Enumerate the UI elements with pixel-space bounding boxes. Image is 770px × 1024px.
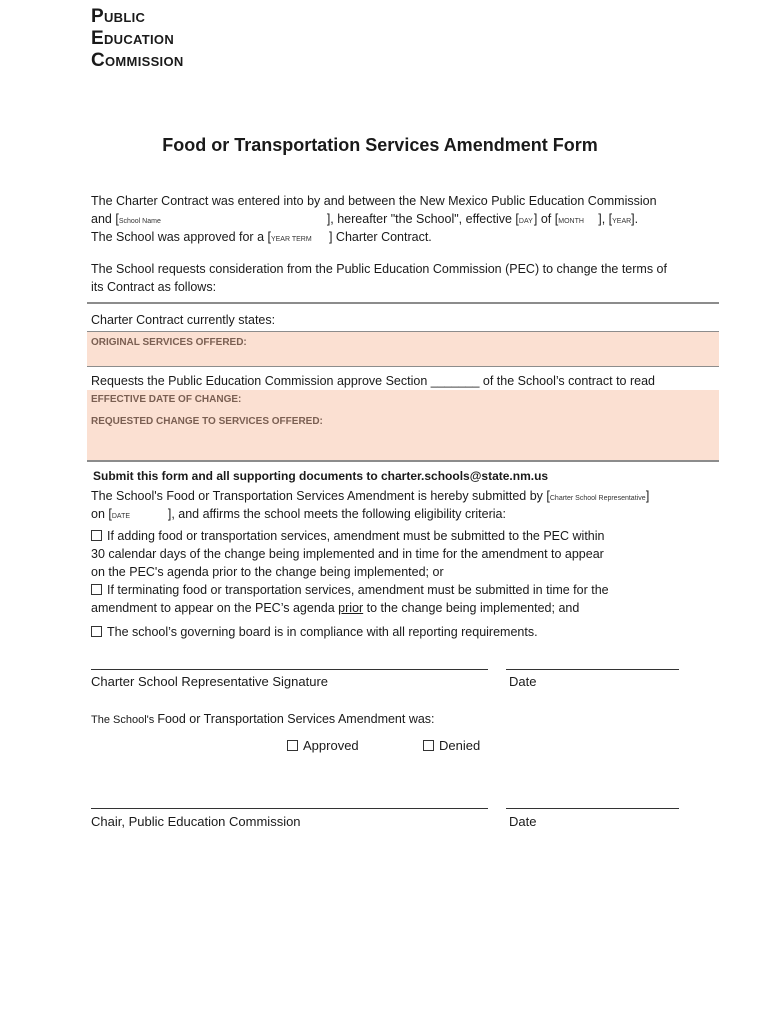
year-field[interactable]: YEAR (612, 218, 632, 225)
intro-line-2: and [School Name ], hereafter "the School", effective [DAY] of [MONTH ], [YEAR]. (91, 210, 638, 231)
submit-line-2: on [DATE ], and affirms the school meets the following eligibility criteria: (91, 505, 506, 526)
original-services-label: ORIGINAL SERVICES OFFERED: (91, 337, 247, 348)
organization-name (91, 6, 184, 72)
org-line-2: Education (91, 28, 175, 49)
year-term-field[interactable]: YEAR TERM (270, 236, 312, 243)
criterion-adding-line-2: 30 calendar days of the change being implemented and in time for the amendment to appear (91, 547, 604, 561)
requests-approve-text: Requests the Public Education Commission approve Section _______ of the School’s contract to read (91, 374, 655, 388)
representative-field[interactable]: Charter School Representative (549, 495, 646, 502)
approved-option: Approved (287, 738, 359, 753)
signature-date-line[interactable] (506, 669, 679, 670)
table-bottom-rule (87, 460, 719, 462)
form-title: Food or Transportation Services Amendment Form (162, 135, 598, 155)
chair-date-label: Date (509, 814, 537, 829)
day-field[interactable]: DAY (518, 218, 533, 225)
criterion-adding-line-3: on the PEC's agenda prior to the change being implemented; or (91, 565, 444, 579)
table-top-rule (87, 302, 719, 304)
school-name-field[interactable]: School Name (118, 218, 161, 225)
terminating-services-checkbox[interactable] (91, 584, 102, 595)
criterion-terminating-line-2: amendment to appear on the PEC’s agenda prior to the change being implemented; and (91, 601, 580, 615)
date-label: Date (509, 674, 537, 689)
month-field[interactable]: MONTH (558, 218, 584, 225)
representative-signature-line[interactable] (91, 669, 488, 670)
compliance-checkbox[interactable] (91, 626, 102, 637)
chair-signature-line[interactable] (91, 808, 488, 809)
requested-change-label: REQUESTED CHANGE TO SERVICES OFFERED: (91, 416, 323, 427)
currently-states-label: Charter Contract currently states: (91, 313, 276, 327)
denied-checkbox[interactable] (423, 740, 434, 751)
intro-line-1: The Charter Contract was entered into by and between the New Mexico Public Education Commission (91, 194, 657, 208)
criterion-compliance: The school’s governing board is in compliance with all reporting requirements. (91, 623, 538, 641)
request-line-2: its Contract as follows: (91, 280, 217, 294)
chair-signature-label: Chair, Public Education Commission (91, 814, 301, 829)
org-line-3: Commission (91, 50, 184, 71)
effective-date-label: EFFECTIVE DATE OF CHANGE: (91, 394, 242, 405)
chair-date-line[interactable] (506, 808, 679, 809)
representative-signature-label: Charter School Representative Signature (91, 674, 329, 689)
intro-line-3: The School was approved for a [YEAR TERM ] Charter Contract. (91, 228, 432, 249)
criterion-terminating-line-1: If terminating food or transportation services, amendment must be submitted in time for the (91, 581, 609, 599)
submit-line-1: The School's Food or Transportation Services Amendment is hereby submitted by [Charter School Representative] (91, 487, 649, 508)
outcome-text: The School's Food or Transportation Services Amendment was: (91, 712, 435, 726)
submission-date-field[interactable]: DATE (111, 513, 131, 520)
adding-services-checkbox[interactable] (91, 530, 102, 541)
submit-instruction: Submit this form and all supporting documents to charter.schools@state.nm.us (93, 469, 549, 483)
denied-option: Denied (423, 738, 480, 753)
rule (87, 366, 719, 367)
org-line-1: Public (91, 6, 146, 27)
approved-checkbox[interactable] (287, 740, 298, 751)
request-line-1: The School requests consideration from the Public Education Commission (PEC) to change the terms of (91, 262, 667, 276)
criterion-adding-line-1: If adding food or transportation services, amendment must be submitted to the PEC within (91, 527, 604, 545)
